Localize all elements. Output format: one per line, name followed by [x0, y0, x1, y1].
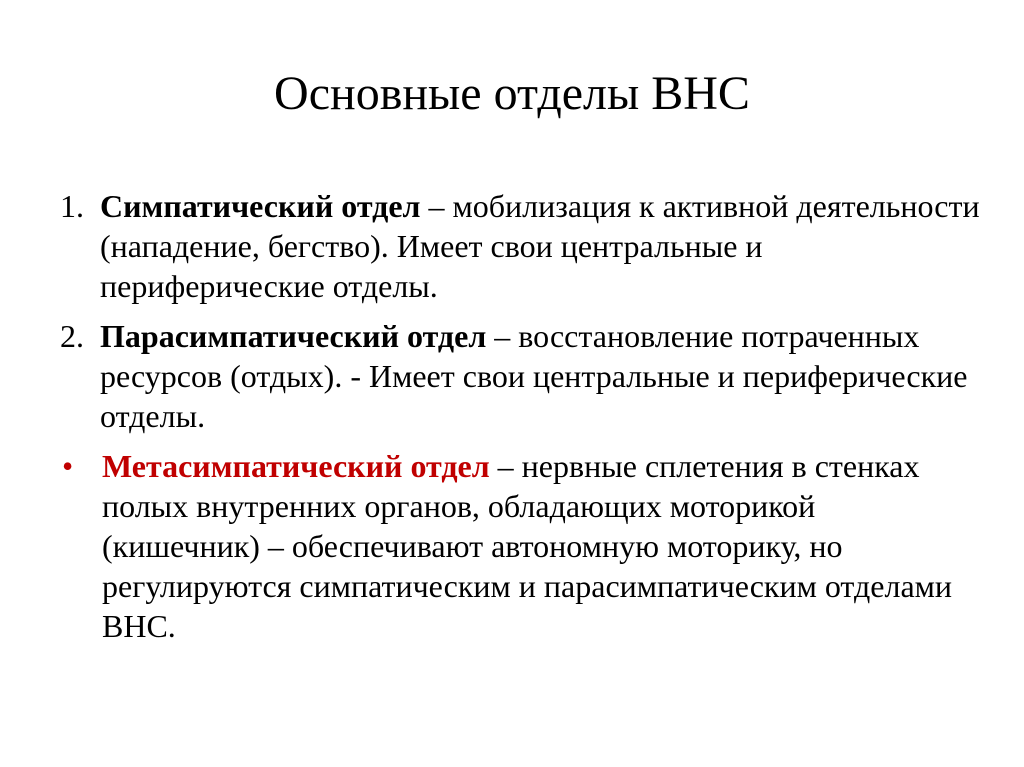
- slide-title: Основные отделы ВНС: [274, 67, 750, 120]
- list-item-body: [102, 446, 980, 646]
- list-marker: 2.: [60, 318, 84, 354]
- list-item-body: [100, 186, 980, 306]
- list-item-text: – мобилизация к активной деятельности (нападение, бегство). Имеет свои центральные и периферические отделы.: [100, 188, 980, 304]
- list-marker: 1.: [60, 188, 84, 224]
- list-item-term: Парасимпатический отдел: [100, 318, 487, 354]
- list-item-parasympathetic: [60, 316, 980, 436]
- list-item-metasympathetic: [60, 446, 980, 646]
- list-item-body: [100, 316, 980, 436]
- list-item-text: – нервные сплетения в стенках полых внутренних органов, обладающих моторикой (кишечник) – обеспечивают автономную моторику, но регулируются симпатическим и парасимпатическим отделами ВНС.: [102, 448, 953, 644]
- slide-content: [60, 186, 980, 656]
- list-item-term: Симпатический отдел: [100, 188, 421, 224]
- list-item-text: – восстановление потраченных ресурсов (отдых). - Имеет свои центральные и периферические отделы.: [100, 318, 968, 434]
- list-item-term: Метасимпатический отдел: [102, 448, 490, 484]
- list-item-sympathetic: [60, 186, 980, 306]
- bullet-marker: •: [62, 448, 74, 484]
